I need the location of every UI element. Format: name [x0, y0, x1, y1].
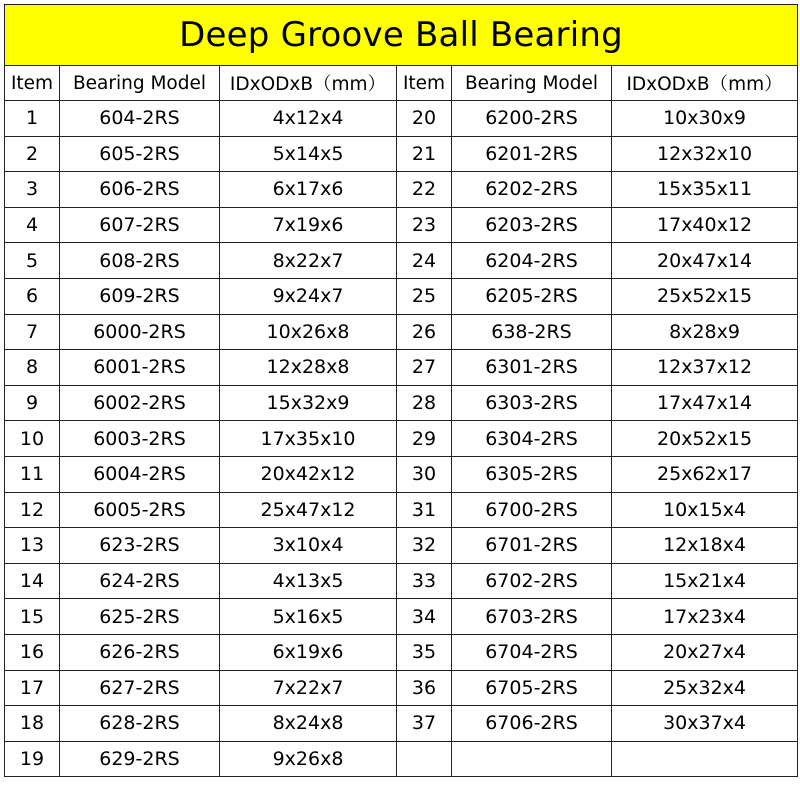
dimensions-cell: 17x47x14	[612, 385, 798, 421]
table-row	[5, 741, 798, 777]
table-row	[5, 385, 798, 421]
item-cell: 5	[5, 243, 60, 279]
bearing-model-cell: 625-2RS	[60, 599, 220, 635]
item-cell: 14	[5, 563, 60, 599]
dimensions-cell: 12x37x12	[612, 350, 798, 386]
table-row	[5, 492, 798, 528]
dimensions-cell: 12x32x10	[612, 136, 798, 172]
table-row	[5, 599, 798, 635]
bearing-model-cell: 6700-2RS	[452, 492, 612, 528]
dimensions-cell: 12x28x8	[220, 350, 397, 386]
item-cell: 25	[397, 278, 452, 314]
bearing-model-cell: 6304-2RS	[452, 421, 612, 457]
item-cell: 24	[397, 243, 452, 279]
item-cell: 10	[5, 421, 60, 457]
dimensions-cell: 15x21x4	[612, 563, 798, 599]
bearing-model-cell: 6202-2RS	[452, 172, 612, 208]
bearing-model-cell: 6001-2RS	[60, 350, 220, 386]
item-cell: 12	[5, 492, 60, 528]
item-cell: 16	[5, 634, 60, 670]
header-bearing-model: Bearing Model	[60, 66, 220, 101]
bearing-model-cell: 6201-2RS	[452, 136, 612, 172]
dimensions-cell: 10x26x8	[220, 314, 397, 350]
item-cell: 31	[397, 492, 452, 528]
dimensions-cell: 8x28x9	[612, 314, 798, 350]
item-cell: 2	[5, 136, 60, 172]
table-row	[5, 314, 798, 350]
table-row	[5, 634, 798, 670]
bearing-model-cell: 6703-2RS	[452, 599, 612, 635]
bearing-model-cell: 607-2RS	[60, 207, 220, 243]
bearing-model-cell: 638-2RS	[452, 314, 612, 350]
dimensions-cell: 9x26x8	[220, 741, 397, 777]
table-row	[5, 706, 798, 742]
item-cell: 32	[397, 528, 452, 564]
dimensions-cell: 30x37x4	[612, 706, 798, 742]
dimensions-cell: 8x22x7	[220, 243, 397, 279]
dimensions-cell: 3x10x4	[220, 528, 397, 564]
bearing-model-cell: 629-2RS	[60, 741, 220, 777]
bearing-model-cell: 6004-2RS	[60, 456, 220, 492]
bearing-model-cell: 6000-2RS	[60, 314, 220, 350]
item-cell	[397, 741, 452, 777]
item-cell: 30	[397, 456, 452, 492]
dimensions-cell: 6x17x6	[220, 172, 397, 208]
bearing-model-cell: 608-2RS	[60, 243, 220, 279]
item-cell: 9	[5, 385, 60, 421]
dimensions-cell: 15x35x11	[612, 172, 798, 208]
bearing-model-cell: 6704-2RS	[452, 634, 612, 670]
item-cell: 6	[5, 278, 60, 314]
item-cell: 7	[5, 314, 60, 350]
bearing-model-cell: 6305-2RS	[452, 456, 612, 492]
item-cell: 8	[5, 350, 60, 386]
dimensions-cell: 20x47x14	[612, 243, 798, 279]
item-cell: 17	[5, 670, 60, 706]
table-row	[5, 136, 798, 172]
item-cell: 35	[397, 634, 452, 670]
dimensions-cell	[612, 741, 798, 777]
table-row	[5, 278, 798, 314]
dimensions-cell: 12x18x4	[612, 528, 798, 564]
item-cell: 29	[397, 421, 452, 457]
bearing-model-cell: 6200-2RS	[452, 101, 612, 137]
dimensions-cell: 8x24x8	[220, 706, 397, 742]
dimensions-cell: 25x47x12	[220, 492, 397, 528]
bearing-model-cell: 624-2RS	[60, 563, 220, 599]
table-row	[5, 207, 798, 243]
bearing-table	[4, 4, 798, 777]
header-row	[5, 66, 798, 101]
bearing-model-cell: 6303-2RS	[452, 385, 612, 421]
bearing-model-cell: 6204-2RS	[452, 243, 612, 279]
item-cell: 13	[5, 528, 60, 564]
table-row	[5, 670, 798, 706]
item-cell: 23	[397, 207, 452, 243]
dimensions-cell: 17x35x10	[220, 421, 397, 457]
dimensions-cell: 20x52x15	[612, 421, 798, 457]
bearing-model-cell: 6702-2RS	[452, 563, 612, 599]
bearing-model-cell: 6003-2RS	[60, 421, 220, 457]
item-cell: 21	[397, 136, 452, 172]
item-cell: 26	[397, 314, 452, 350]
table-row	[5, 350, 798, 386]
header-dimensions: IDxODxB（mm）	[612, 66, 798, 101]
item-cell: 36	[397, 670, 452, 706]
bearing-model-cell: 626-2RS	[60, 634, 220, 670]
item-cell: 19	[5, 741, 60, 777]
table-body	[5, 101, 798, 777]
dimensions-cell: 15x32x9	[220, 385, 397, 421]
item-cell: 27	[397, 350, 452, 386]
dimensions-cell: 17x40x12	[612, 207, 798, 243]
bearing-model-cell: 609-2RS	[60, 278, 220, 314]
dimensions-cell: 4x12x4	[220, 101, 397, 137]
bearing-model-cell: 627-2RS	[60, 670, 220, 706]
bearing-model-cell	[452, 741, 612, 777]
bearing-model-cell: 6002-2RS	[60, 385, 220, 421]
dimensions-cell: 6x19x6	[220, 634, 397, 670]
bearing-model-cell: 6706-2RS	[452, 706, 612, 742]
item-cell: 18	[5, 706, 60, 742]
title-row	[5, 5, 798, 66]
dimensions-cell: 7x22x7	[220, 670, 397, 706]
dimensions-cell: 25x32x4	[612, 670, 798, 706]
item-cell: 37	[397, 706, 452, 742]
table-row	[5, 456, 798, 492]
table-row	[5, 172, 798, 208]
item-cell: 22	[397, 172, 452, 208]
dimensions-cell: 4x13x5	[220, 563, 397, 599]
bearing-model-cell: 6005-2RS	[60, 492, 220, 528]
item-cell: 34	[397, 599, 452, 635]
dimensions-cell: 17x23x4	[612, 599, 798, 635]
table-row	[5, 243, 798, 279]
table-title: Deep Groove Ball Bearing	[5, 5, 798, 66]
bearing-model-cell: 604-2RS	[60, 101, 220, 137]
table-row	[5, 528, 798, 564]
dimensions-cell: 20x42x12	[220, 456, 397, 492]
header-item: Item	[5, 66, 60, 101]
dimensions-cell: 5x16x5	[220, 599, 397, 635]
bearing-model-cell: 628-2RS	[60, 706, 220, 742]
bearing-model-cell: 605-2RS	[60, 136, 220, 172]
item-cell: 20	[397, 101, 452, 137]
bearing-model-cell: 606-2RS	[60, 172, 220, 208]
bearing-table-sheet	[4, 4, 797, 777]
item-cell: 1	[5, 101, 60, 137]
item-cell: 28	[397, 385, 452, 421]
dimensions-cell: 7x19x6	[220, 207, 397, 243]
header-bearing-model: Bearing Model	[452, 66, 612, 101]
dimensions-cell: 20x27x4	[612, 634, 798, 670]
bearing-model-cell: 6301-2RS	[452, 350, 612, 386]
header-item: Item	[397, 66, 452, 101]
item-cell: 15	[5, 599, 60, 635]
table-row	[5, 421, 798, 457]
dimensions-cell: 9x24x7	[220, 278, 397, 314]
dimensions-cell: 25x52x15	[612, 278, 798, 314]
item-cell: 33	[397, 563, 452, 599]
bearing-model-cell: 6701-2RS	[452, 528, 612, 564]
header-dimensions: IDxODxB（mm）	[220, 66, 397, 101]
dimensions-cell: 5x14x5	[220, 136, 397, 172]
dimensions-cell: 25x62x17	[612, 456, 798, 492]
dimensions-cell: 10x15x4	[612, 492, 798, 528]
item-cell: 4	[5, 207, 60, 243]
table-row	[5, 563, 798, 599]
item-cell: 11	[5, 456, 60, 492]
bearing-model-cell: 623-2RS	[60, 528, 220, 564]
bearing-model-cell: 6205-2RS	[452, 278, 612, 314]
item-cell: 3	[5, 172, 60, 208]
table-row	[5, 101, 798, 137]
bearing-model-cell: 6203-2RS	[452, 207, 612, 243]
bearing-model-cell: 6705-2RS	[452, 670, 612, 706]
dimensions-cell: 10x30x9	[612, 101, 798, 137]
